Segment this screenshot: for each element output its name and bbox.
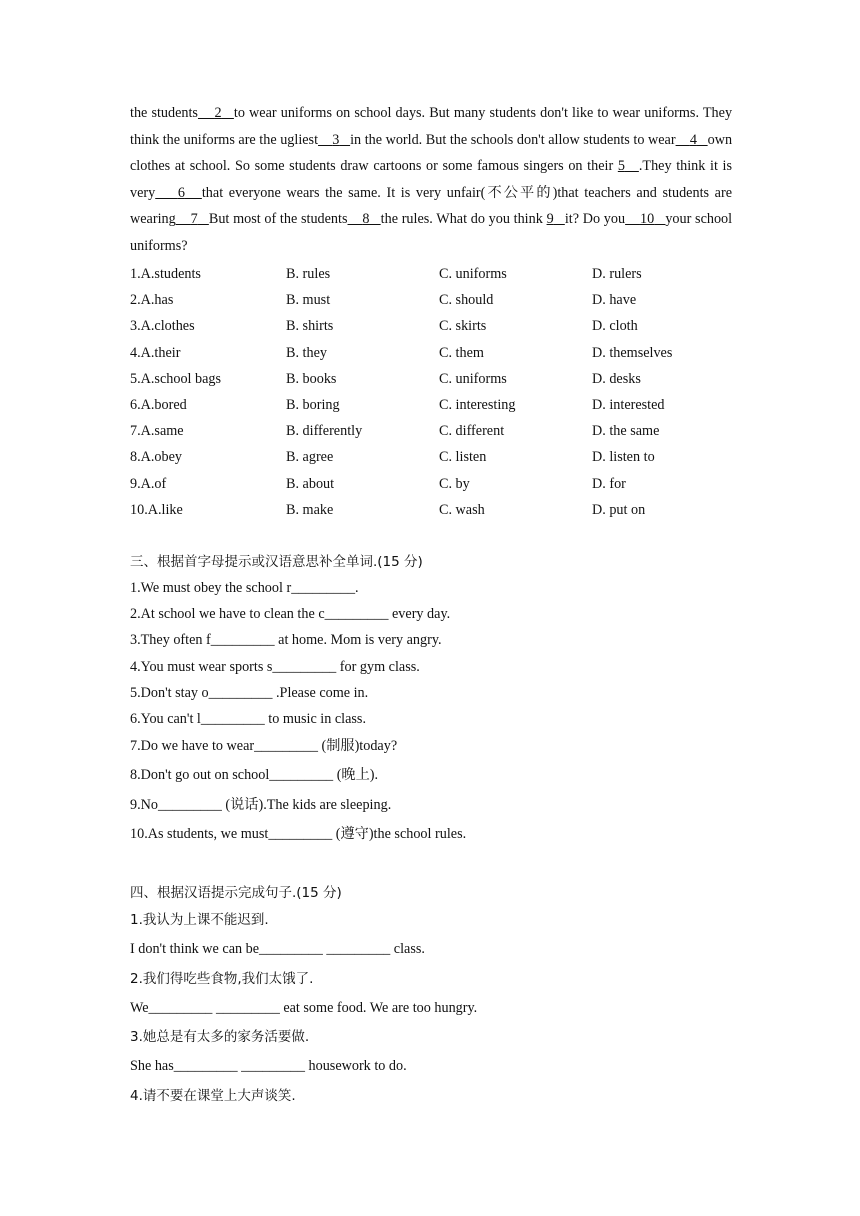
option-d: D. for	[592, 475, 626, 492]
blank-10: 10	[639, 211, 655, 227]
exercise-item: 10.As students, we must_________ (遵守)the school rules.	[130, 826, 467, 843]
exercise-item: 2.At school we have to clean the c_________ every day.	[130, 606, 451, 623]
passage-text: it? Do you	[564, 211, 626, 227]
option-row	[130, 366, 732, 392]
blank-6: 6	[177, 184, 185, 201]
option-c: C. skirts	[439, 318, 487, 335]
option-d: D. desks	[592, 370, 641, 387]
option-a: 7.A.same	[130, 423, 184, 440]
option-b: B. boring	[286, 396, 340, 413]
passage-text: wear	[648, 131, 676, 148]
option-c: C. listen	[439, 449, 487, 466]
blank-8: 8	[362, 211, 370, 227]
option-c: C. uniforms	[439, 266, 507, 282]
passage-text: that everyone wears the same. It is very unfair(不公平的)that	[201, 184, 579, 201]
option-a: 9.A.of	[130, 475, 167, 492]
option-c: C. them	[439, 344, 484, 361]
option-row	[130, 418, 732, 444]
option-d: D. rulers	[592, 266, 642, 282]
chinese-prompt: 1.我认为上课不能迟到.	[130, 912, 269, 928]
option-c: C. by	[439, 475, 470, 492]
option-row	[130, 261, 732, 287]
option-d: D. listen to	[592, 449, 655, 466]
english-sentence: We_________ _________ eat some food. We are too hungry.	[130, 999, 478, 1016]
passage-text: in the world. But the schools don't allow students to	[350, 131, 645, 148]
option-a: 8.A.obey	[130, 449, 183, 466]
chinese-prompt: 3.她总是有太多的家务活要做.	[130, 1029, 310, 1046]
option-a: 6.A.bored	[130, 396, 187, 413]
option-row	[130, 444, 732, 470]
blank-3: 3	[332, 131, 340, 148]
english-sentence: I don't think we can be_________ _________ class.	[130, 941, 425, 958]
options-table	[130, 261, 732, 523]
option-c: C. should	[439, 292, 494, 309]
exercise-item: 3.They often f_________ at home. Mom is very angry.	[130, 632, 442, 649]
option-d: D. have	[592, 292, 637, 309]
section-3-title: 三、根据首字母提示或汉语意思补全单词.(15 分)	[130, 554, 423, 570]
passage-text: But most of the students	[208, 211, 348, 227]
option-b: B. agree	[286, 449, 334, 466]
passage-text: teachers and students are wearing	[130, 184, 733, 227]
option-b: B. make	[286, 501, 334, 518]
option-c: C. different	[439, 423, 505, 440]
passage-text: .They think it is very	[130, 158, 733, 201]
passage-text: They think the uniforms are the ugliest	[130, 105, 733, 148]
option-c: C. interesting	[439, 396, 516, 413]
option-row	[130, 392, 732, 418]
option-b: B. books	[286, 370, 337, 387]
section-3	[130, 549, 750, 849]
option-b: B. rules	[286, 266, 331, 282]
section-4	[130, 880, 750, 1111]
exercise-item: 6.You can't l_________ to music in class.	[130, 710, 366, 727]
option-a: 2.A.has	[130, 292, 174, 309]
option-row	[130, 287, 732, 313]
option-a: 4.A.their	[130, 344, 181, 361]
cloze-passage	[130, 100, 732, 259]
passage-text: your school uniforms?	[130, 211, 733, 254]
exercise-item: 5.Don't stay o_________ .Please come in.	[130, 684, 369, 701]
option-d: D. interested	[592, 396, 665, 413]
chinese-prompt: 2.我们得吃些食物,我们太饿了.	[130, 970, 314, 987]
blank-4: 4	[689, 131, 697, 148]
exercise-item: 8.Don't go out on school_________ (晚上).	[130, 767, 379, 784]
option-d: D. themselves	[592, 344, 673, 361]
option-c: C. wash	[439, 501, 485, 518]
option-row	[130, 340, 732, 366]
option-row	[130, 471, 732, 497]
option-b: B. they	[286, 344, 327, 361]
passage-text: own clothes at school. So some students draw cartoons or some famous singers on their	[130, 131, 733, 174]
option-b: B. shirts	[286, 318, 334, 335]
exercise-item: 7.Do we have to wear_________ (制服)today?	[130, 738, 398, 755]
option-d: D. the same	[592, 423, 660, 440]
option-a: 5.A.school bags	[130, 370, 222, 387]
blank-9: 9	[546, 211, 554, 227]
section-4-title: 四、根据汉语提示完成句子.(15 分)	[130, 885, 342, 901]
english-sentence: She has_________ _________ housework to do.	[130, 1058, 407, 1075]
exercise-item: 4.You must wear sports s_________ for gym class.	[130, 658, 420, 675]
option-b: B. differently	[286, 423, 363, 440]
passage-text: the students	[130, 105, 198, 121]
option-row	[130, 497, 732, 523]
blank-2: 2	[214, 105, 222, 121]
blank-7: 7	[190, 211, 198, 227]
option-a: 3.A.clothes	[130, 318, 195, 335]
passage-text: to wear uniforms on school days. But many students don't like to wear uniforms.	[233, 105, 700, 121]
option-c: C. uniforms	[439, 370, 507, 387]
option-d: D. put on	[592, 501, 646, 518]
option-b: B. about	[286, 475, 335, 492]
exercise-item: 1.We must obey the school r_________.	[130, 580, 359, 596]
option-b: B. must	[286, 292, 331, 309]
option-row	[130, 313, 732, 339]
passage-text: the rules. What do you think	[380, 211, 543, 227]
chinese-prompt: 4.请不要在课堂上大声谈笑.	[130, 1087, 296, 1104]
option-d: D. cloth	[592, 318, 638, 335]
blank-5: 5	[617, 158, 625, 174]
exercise-item: 9.No_________ (说话).The kids are sleeping.	[130, 796, 392, 813]
option-a: 1.A.students	[130, 266, 201, 282]
option-a: 10.A.like	[130, 501, 183, 518]
